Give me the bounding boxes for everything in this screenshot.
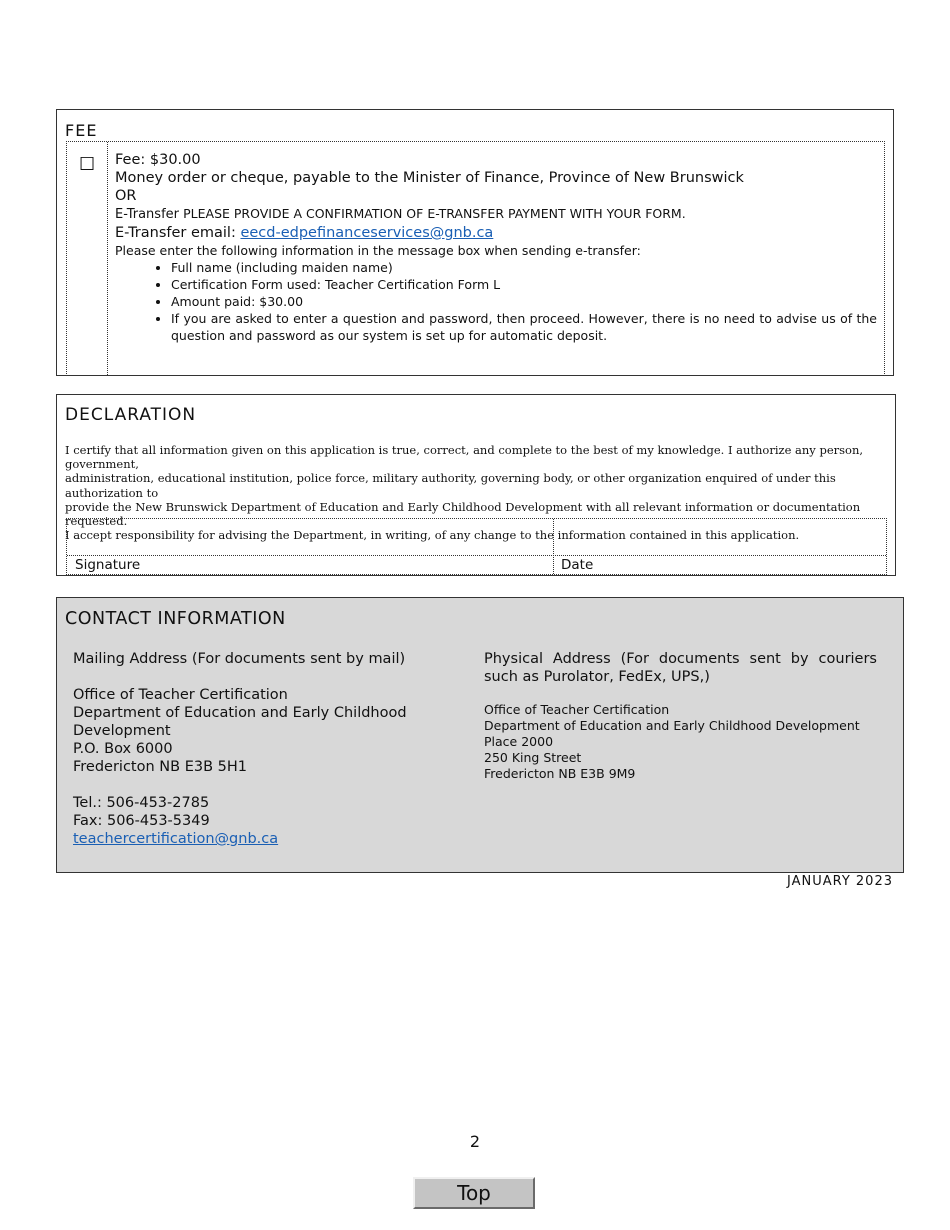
bullet-item: • Certification Form used: Teacher Certification Form L — [171, 276, 877, 293]
date-label: Date — [561, 557, 594, 573]
mailing-address — [73, 650, 433, 848]
fee-details — [115, 151, 877, 344]
mailing-city: Fredericton NB E3B 5H1 — [73, 759, 247, 775]
mailing-heading: Mailing Address (For documents sent by mail) — [73, 651, 406, 667]
physical-city: Fredericton NB E3B 9M9 — [484, 766, 636, 781]
etransfer-email-link[interactable]: eecd-edpefinanceservices@gnb.ca — [240, 225, 494, 241]
declaration-line: I certify that all information given on this application is true, correct, and complete to the best of my knowledge. I authorize any person, government, — [65, 443, 864, 472]
contact-tel: Tel.: 506-453-2785 — [73, 795, 210, 811]
mailing-dept: Department of Education and Early Childhood — [73, 705, 407, 721]
page-number: 2 — [469, 1132, 481, 1151]
physical-place: Place 2000 — [484, 734, 554, 749]
physical-address — [484, 650, 877, 782]
contact-email-link[interactable]: teachercertification@gnb.ca — [73, 831, 279, 847]
mailing-po-box: P.O. Box 6000 — [73, 741, 173, 757]
fee-checkbox-cell — [67, 142, 108, 375]
bullet-item: • Amount paid: $30.00 — [171, 293, 877, 310]
signature-label: Signature — [75, 557, 141, 573]
fee-checkbox[interactable]: ☐ — [79, 154, 96, 175]
fee-or: OR — [115, 188, 137, 204]
declaration-line: administration, educational institution, police force, military authority, governing body, or other organization enquired of under this authorization to — [65, 471, 836, 500]
contact-title: CONTACT INFORMATION — [65, 609, 286, 629]
mailing-office: Office of Teacher Certification — [73, 687, 288, 703]
form-date: JANUARY 2023 — [787, 874, 893, 889]
bullet-item: • If you are asked to enter a question and password, then proceed. However, there is no need to advise us of the question and password as our system is set up for automatic deposit. — [171, 310, 877, 344]
etransfer-bullet-list — [115, 259, 877, 344]
fee-section — [56, 109, 894, 376]
declaration-section — [56, 394, 896, 576]
signature-divider — [553, 519, 554, 574]
fee-table — [66, 141, 885, 376]
physical-dept: Department of Education and Early Childhood Development — [484, 718, 860, 733]
etransfer-instructions: Please enter the following information in the message box when sending e-transfer: — [115, 243, 641, 258]
physical-lines — [484, 702, 877, 782]
mailing-dept-cont: Development — [73, 723, 171, 739]
fee-amount: Fee: $30.00 — [115, 152, 201, 168]
etransfer-email-label: E-Transfer email: — [115, 225, 241, 241]
etransfer-email-line — [115, 224, 877, 242]
declaration-line: provide the New Brunswick Department of Education and Early Childhood Development with all relevant information or documentation requested. — [65, 499, 861, 529]
bullet-item: • Full name (including maiden name) — [171, 259, 877, 276]
etransfer-prefix: E-Transfer — [115, 207, 184, 222]
declaration-line: I accept responsibility for advising the Department, in writing, of any change to the information contained in this application. — [65, 528, 800, 543]
physical-office: Office of Teacher Certification — [484, 702, 670, 717]
etransfer-notice: PLEASE PROVIDE A CONFIRMATION OF E-TRANSFER PAYMENT WITH YOUR FORM. — [183, 206, 686, 221]
contact-fax: Fax: 506-453-5349 — [73, 813, 210, 829]
signature-grid — [66, 518, 887, 575]
fee-etransfer-line — [115, 205, 877, 224]
physical-heading: Physical Address (For documents sent by couriers such as Purolator, FedEx, UPS,) — [484, 651, 877, 685]
top-button[interactable]: Top — [413, 1177, 535, 1209]
contact-section — [56, 597, 904, 873]
signature-line — [67, 555, 886, 556]
fee-payment-line: Money order or cheque, payable to the Minister of Finance, Province of New Brunswick — [115, 170, 744, 186]
fee-title: FEE — [65, 121, 98, 140]
physical-street: 250 King Street — [484, 750, 582, 765]
declaration-title: DECLARATION — [65, 405, 197, 425]
